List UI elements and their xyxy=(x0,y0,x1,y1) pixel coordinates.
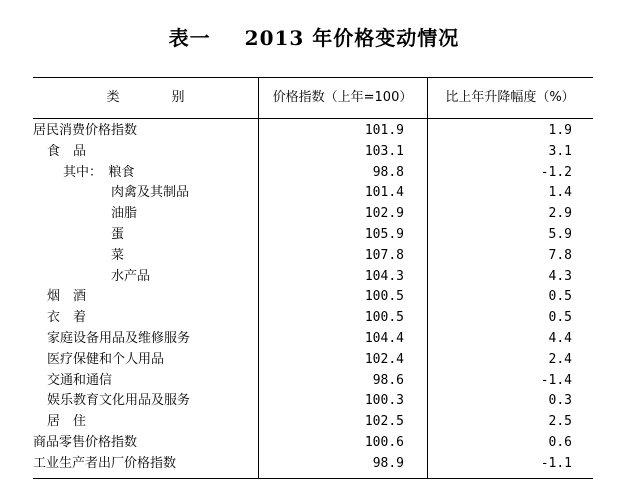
row-change: -1.2 xyxy=(540,164,572,180)
table-row xyxy=(33,454,593,475)
header-price-index: 价格指数（上年=100） xyxy=(272,90,413,105)
row-price-index: 104.3 xyxy=(364,268,404,284)
row-category: 商品零售价格指数 xyxy=(33,435,138,450)
table-row xyxy=(33,183,593,204)
row-change: 2.9 xyxy=(548,206,572,222)
row-price-index: 101.4 xyxy=(364,185,404,201)
row-category: 水产品 xyxy=(111,268,151,284)
row-category: 其中： 粮食 xyxy=(63,164,135,180)
row-change: 4.4 xyxy=(548,331,572,346)
row-change: 0.5 xyxy=(548,310,572,326)
header-change: 比上年升降幅度（%） xyxy=(445,90,575,105)
row-price-index: 107.8 xyxy=(364,247,404,263)
table-row xyxy=(33,225,593,246)
row-price-index: 100.3 xyxy=(364,393,404,409)
row-category: 工业生产者出厂价格指数 xyxy=(33,455,177,471)
row-price-index: 100.5 xyxy=(364,310,404,326)
header-category: 类 别 xyxy=(106,90,185,105)
row-category: 衣 着 xyxy=(47,310,87,326)
row-change: 2.4 xyxy=(548,351,572,367)
row-change: -1.1 xyxy=(540,455,572,471)
row-price-index: 101.9 xyxy=(364,123,404,138)
row-change: 1.4 xyxy=(548,185,572,201)
table-label: 表一 xyxy=(168,26,211,50)
row-category: 娱乐教育文化用品及服务 xyxy=(47,393,191,409)
row-change: 4.3 xyxy=(548,268,572,284)
row-change: -1.4 xyxy=(540,372,572,388)
table-row xyxy=(33,204,593,225)
table-row xyxy=(33,121,593,142)
table-row xyxy=(33,267,593,288)
row-change: 0.6 xyxy=(548,435,572,450)
table-title-text: 2013 年价格变动情况 xyxy=(244,26,460,50)
table-row xyxy=(33,142,593,163)
row-category: 居 住 xyxy=(47,414,87,430)
row-category: 肉禽及其制品 xyxy=(111,185,190,201)
row-change: 7.8 xyxy=(548,247,572,263)
table-row xyxy=(33,287,593,308)
row-category: 蛋 xyxy=(111,227,125,242)
table-row xyxy=(33,163,593,184)
row-price-index: 98.8 xyxy=(372,164,404,180)
row-price-index: 102.5 xyxy=(364,414,404,430)
row-category: 油脂 xyxy=(111,206,138,222)
table-row xyxy=(33,371,593,392)
row-category: 居民消费价格指数 xyxy=(33,123,138,138)
row-change: 0.3 xyxy=(548,393,572,409)
page-title xyxy=(0,22,628,51)
row-price-index: 100.5 xyxy=(364,289,404,305)
row-change: 1.9 xyxy=(548,123,572,138)
row-price-index: 105.9 xyxy=(364,227,404,242)
table-row xyxy=(33,329,593,350)
row-change: 2.5 xyxy=(548,414,572,430)
row-category: 菜 xyxy=(111,247,125,263)
row-price-index: 104.4 xyxy=(364,331,404,346)
row-price-index: 102.4 xyxy=(364,351,404,367)
row-category: 交通和通信 xyxy=(47,372,113,388)
row-price-index: 102.9 xyxy=(364,206,404,222)
table-row xyxy=(33,412,593,433)
table-bottom-rule xyxy=(33,478,593,479)
header-bottom-rule xyxy=(33,118,593,119)
row-category: 医疗保健和个人用品 xyxy=(47,351,165,367)
row-price-index: 103.1 xyxy=(364,143,404,159)
row-change: 5.9 xyxy=(548,227,572,242)
row-price-index: 98.6 xyxy=(372,372,404,388)
row-category: 家庭设备用品及维修服务 xyxy=(47,331,191,346)
row-category: 烟 酒 xyxy=(47,289,87,305)
table-row xyxy=(33,391,593,412)
table-row xyxy=(33,308,593,329)
table-row xyxy=(33,433,593,454)
row-price-index: 98.9 xyxy=(372,455,404,471)
table-row xyxy=(33,350,593,371)
row-price-index: 100.6 xyxy=(364,435,404,450)
row-category: 食 品 xyxy=(47,143,87,159)
table-row xyxy=(33,246,593,267)
row-change: 3.1 xyxy=(548,143,572,159)
row-change: 0.5 xyxy=(548,289,572,305)
